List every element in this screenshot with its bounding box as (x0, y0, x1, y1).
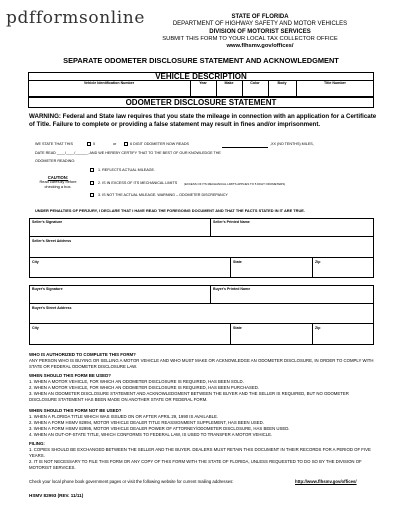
filing-item-1: 1. COPIES SHOULD BE EXCHANGED BETWEEN THE SELLER AND THE BUYER. DEALERS MUST RETAIN THIS DOCUMENT IN THEIR RECORDS FOR A PERIOD OF FIVE YEARS. (29, 447, 371, 458)
buyer-street-field[interactable]: Buyer's Street Address (32, 306, 72, 310)
tenths-label: ,XX (NO TENTHS) MILES, (270, 142, 314, 146)
form-id: HSMV 82993 (REV. 11/11) (29, 493, 84, 498)
six-digit-checkbox[interactable] (124, 142, 128, 146)
seller-city-field[interactable]: City (32, 260, 39, 264)
vehicle-heading: VEHICLE DESCRIPTION (155, 72, 247, 81)
header-url[interactable]: www.flhsmv.gov/offices/ (226, 43, 294, 49)
filing-title: FILING: (29, 441, 45, 446)
when-title: WHEN SHOULD THIS FORM BE USED? (29, 373, 111, 378)
odometer-heading: ODOMETER DISCLOSURE STATEMENT (125, 98, 277, 107)
not-title: WHEN SHOULD THIS FORM NOT BE USED? (29, 408, 122, 413)
caution-title: CAUTION: (47, 175, 69, 180)
who-title: WHO IS AUTHORIZED TO COMPLETE THIS FORM? (29, 352, 136, 357)
date-read-label: DATE READ ____/____/______, AND WE HEREBY CERTIFY THAT TO THE BEST OF OUR KNOWLEDGE THE (35, 151, 221, 155)
not-item-2: 2. WHEN A FORM HSMV 82994, MOTOR VEHICLE DEALER TITLE REASSIGNMENT SUPPLEMENT, HAS BEEN USED. (29, 420, 264, 425)
buyer-block (29, 285, 374, 345)
not-item-4: 4. WHEN AN OUT-OF-STATE TITLE, WHICH CONFORMS TO FEDERAL LAW, IS USED TO TRANSFER A MOTOR VEHICLE. (29, 432, 273, 437)
col-title-number: Title Number (324, 81, 346, 85)
seller-zip-field[interactable]: Zip (315, 260, 321, 264)
check-local-text: Check your local phone book government pages or visit the following website for current mailing addresses: (29, 479, 234, 484)
watermark: pdfformsonline (6, 8, 146, 28)
seller-block (29, 218, 374, 278)
when-item-1: 1. WHEN A MOTOR VEHICLE, FOR WHICH AN ODOMETER DISCLOSURE IS REQUIRED, HAS BEEN SOLD. (29, 379, 244, 384)
seller-printed-name-field[interactable]: Seller's Printed Name (213, 220, 250, 224)
we-state-label: WE STATE THAT THIS (35, 142, 73, 146)
buyer-signature-field[interactable]: Buyer's Signature (32, 287, 63, 291)
col-color: Color (250, 81, 260, 85)
buyer-city-field[interactable]: City (32, 326, 39, 330)
option-actual-checkbox[interactable] (90, 168, 94, 172)
mileage-input-line[interactable] (222, 147, 268, 148)
option-excess-checkbox[interactable] (90, 181, 94, 185)
header-state: STATE OF FLORIDA (231, 14, 289, 20)
five-label: 5 (93, 142, 96, 146)
filing-item-2: 2. IT IS NOT NECESSARY TO FILE THIS FORM OR ANY COPY OF THIS FORM WITH THE STATE OF FLORIDA, UNLESS REQUESTED TO DO SO BY THE DIVISION OF MOTORIST SERVICES. (29, 459, 362, 470)
not-item-3: 3. WHEN A FORM HSMV 82995, MOTOR VEHICLE DEALER POWER OF ATTORNEY/ODOMETER DISCLOSURE, HAS BEEN USED. (29, 426, 290, 431)
when-item-3: 3. WHEN AN ODOMETER DISCLOSURE STATEMENT AND ACKNOWLEDGMENT BETWEEN THE BUYER AND THE SELLER IS REQUIRED, BUT NO ODOMETER DISCLOSURE STATEMENT HAS BEEN MADE ON ANOTHER STATE OR FEDERAL FORM. (29, 391, 349, 402)
when-item-2: 2. WHEN A MOTOR VEHICLE, FOR WHICH AN ODOMETER DISCLOSURE IS REQUIRED, HAS BEEN PURCHASED. (29, 385, 260, 390)
who-body: ANY PERSON WHO IS BUYING OR SELLING A MOTOR VEHICLE AND WHO MUST MAKE OR ACKNOWLEDGE AN ODOMETER DISCLOSURE, IN ORDER TO COMPLY WITH STATE OR FEDERAL ODOMETER DISCLOSURE LAW. (29, 358, 374, 369)
reading-label: ODOMETER READING: (35, 159, 76, 163)
buyer-printed-name-field[interactable]: Buyer's Printed Name (213, 287, 251, 291)
buyer-state-field[interactable]: State (233, 326, 242, 330)
option-actual: 1. REFLECTS ACTUAL MILEAGE. (98, 168, 156, 172)
perjury-statement: UNDER PENALTIES OF PERJURY, I DECLARE THAT I HAVE READ THE FOREGOING DOCUMENT AND THAT THE FACTS STATED IN IT ARE TRUE. (35, 208, 305, 213)
not-item-1: 1. WHEN A FLORIDA TITLE WHICH WAS ISSUED ON OR AFTER APRIL 29, 1990 IS AVAILABLE. (29, 414, 219, 419)
form-title: SEPARATE ODOMETER DISCLOSURE STATEMENT AND ACKNOWLEDGMENT (63, 56, 339, 65)
seller-street-field[interactable]: Seller's Street Address (32, 239, 72, 243)
option-not-actual-checkbox[interactable] (90, 193, 94, 197)
warning-text: WARNING: Federal and State law requires that you state the mileage in connection with an application for a Certificate of Title. Failure to complete or providing a false statement may result in fines and/or imprisonment. (29, 113, 377, 128)
option-excess-note: (EXCESS OF ITS MECHANICAL LIMITS APPLIES TO 5 DIGIT ODOMETERS) (184, 182, 286, 186)
col-year: Year (199, 81, 207, 85)
col-vin: Vehicle Identification Number (83, 81, 135, 85)
five-digit-checkbox[interactable] (87, 142, 91, 146)
or-label: or (113, 142, 117, 146)
header-submit: SUBMIT THIS FORM TO YOUR LOCAL TAX COLLECTOR OFFICE (162, 36, 338, 42)
buyer-zip-field[interactable]: Zip (315, 326, 321, 330)
check-local-url[interactable]: http://www.flhsmv.gov/offices/ (295, 479, 357, 484)
caution-body: Read carefully before checking a box. (39, 179, 77, 189)
option-not-actual: 3. IS NOT THE ACTUAL MILEAGE. WARNING – ODOMETER DISCREPANCY (98, 193, 228, 197)
col-body: Body (277, 81, 287, 85)
seller-state-field[interactable]: State (233, 260, 242, 264)
header-dept: DEPARTMENT OF HIGHWAY SAFETY AND MOTOR VEHICLES (172, 21, 348, 27)
col-make: Make (224, 81, 234, 85)
option-excess: 2. IS IN EXCESS OF ITS MECHANICAL LIMITS (98, 181, 178, 185)
six-digit-label: 6 DIGIT ODOMETER NOW READS (130, 142, 189, 146)
header-division: DIVISION OF MOTORIST SERVICES (209, 29, 311, 35)
seller-signature-field[interactable]: Seller's Signature (32, 220, 63, 224)
